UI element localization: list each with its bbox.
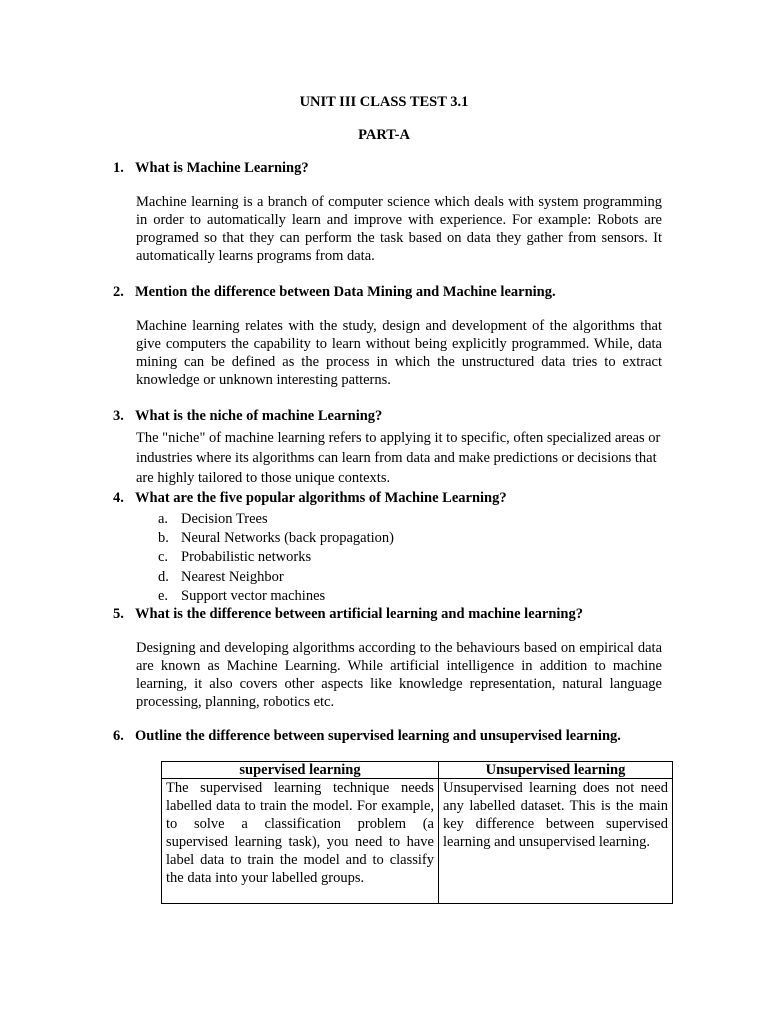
table-row: [162, 779, 673, 904]
question-4: [113, 490, 507, 507]
question-text: Outline the difference between supervised learning and unsupervised learning.: [135, 728, 621, 744]
answer-3: The "niche" of machine learning refers to applying it to specific, often specialized areas or industries where its algorithms can learn from data and make predictions or decisions that are highly tailored to those unique contexts.: [136, 430, 661, 486]
list-item-text: Support vector machines: [181, 587, 326, 604]
table-cell: Unsupervised learning does not need any labelled dataset. This is the main key difference between supervised learning and unsupervised learning.: [439, 779, 673, 904]
comparison-table: [161, 761, 673, 904]
question-number: 5.: [113, 606, 124, 622]
table-header-row: [162, 762, 673, 779]
list-item-text: Decision Trees: [181, 511, 268, 527]
question-number: 3.: [113, 408, 124, 424]
question-1: [113, 160, 309, 177]
list-item: [158, 510, 394, 529]
question-text: Mention the difference between Data Mining and Machine learning.: [135, 284, 556, 300]
question-text: What is the niche of machine Learning?: [135, 408, 383, 424]
table-header: supervised learning: [162, 762, 439, 779]
list-item: [158, 568, 394, 587]
question-6: [113, 728, 621, 745]
table-cell: The supervised learning technique needs labelled data to train the model. For example, to solve a classification problem (a supervised learning task), you need to have label data to train the model and to classify the data into your labelled groups.: [162, 779, 439, 904]
list-item-text: Neural Networks (back propagation): [181, 530, 394, 547]
answer-5: Designing and developing algorithms according to the behaviours based on empirical data are known as Machine Learning. While artificial intelligence in addition to machine learning, it also covers other aspects like knowledge representation, natural language processing, planning, robotics etc.: [136, 640, 662, 710]
list-letter: e.: [158, 587, 169, 604]
question-3: [113, 408, 382, 425]
list-item: [158, 529, 394, 548]
question-5: [113, 606, 583, 623]
answer-2: Machine learning relates with the study, design and development of the algorithms that give computers the capability to learn without being explicitly programmed. While, data mining can be defined as the process in which the unstructured data tries to extract knowledge or unknown interesting patterns.: [136, 318, 662, 388]
question-number: 4.: [113, 490, 124, 506]
question-number: 2.: [113, 284, 124, 300]
list-letter: b.: [158, 530, 169, 547]
algorithm-list: [158, 510, 394, 606]
document-title: UNIT III CLASS TEST 3.1: [299, 94, 469, 110]
question-text: What is Machine Learning?: [135, 160, 309, 176]
list-item: [158, 587, 394, 606]
question-text: What are the five popular algorithms of Machine Learning?: [135, 490, 507, 506]
table-header: Unsupervised learning: [439, 762, 673, 779]
answer-1: Machine learning is a branch of computer science which deals with system programming in order to automatically learn and improve with experience. For example: Robots are programed so that they can perform the task based on data they gather from sensors. It automatically learns programs from data.: [136, 194, 662, 264]
list-letter: a.: [158, 511, 169, 527]
question-text: What is the difference between artificial learning and machine learning?: [135, 606, 583, 622]
question-2: [113, 284, 556, 301]
list-item-text: Nearest Neighbor: [181, 568, 284, 585]
question-number: 6.: [113, 728, 124, 744]
list-item: [158, 548, 394, 567]
question-number: 1.: [113, 160, 124, 176]
list-letter: d.: [158, 568, 169, 585]
list-letter: c.: [158, 549, 169, 566]
part-heading: PART-A: [358, 127, 410, 143]
list-item-text: Probabilistic networks: [181, 549, 312, 566]
